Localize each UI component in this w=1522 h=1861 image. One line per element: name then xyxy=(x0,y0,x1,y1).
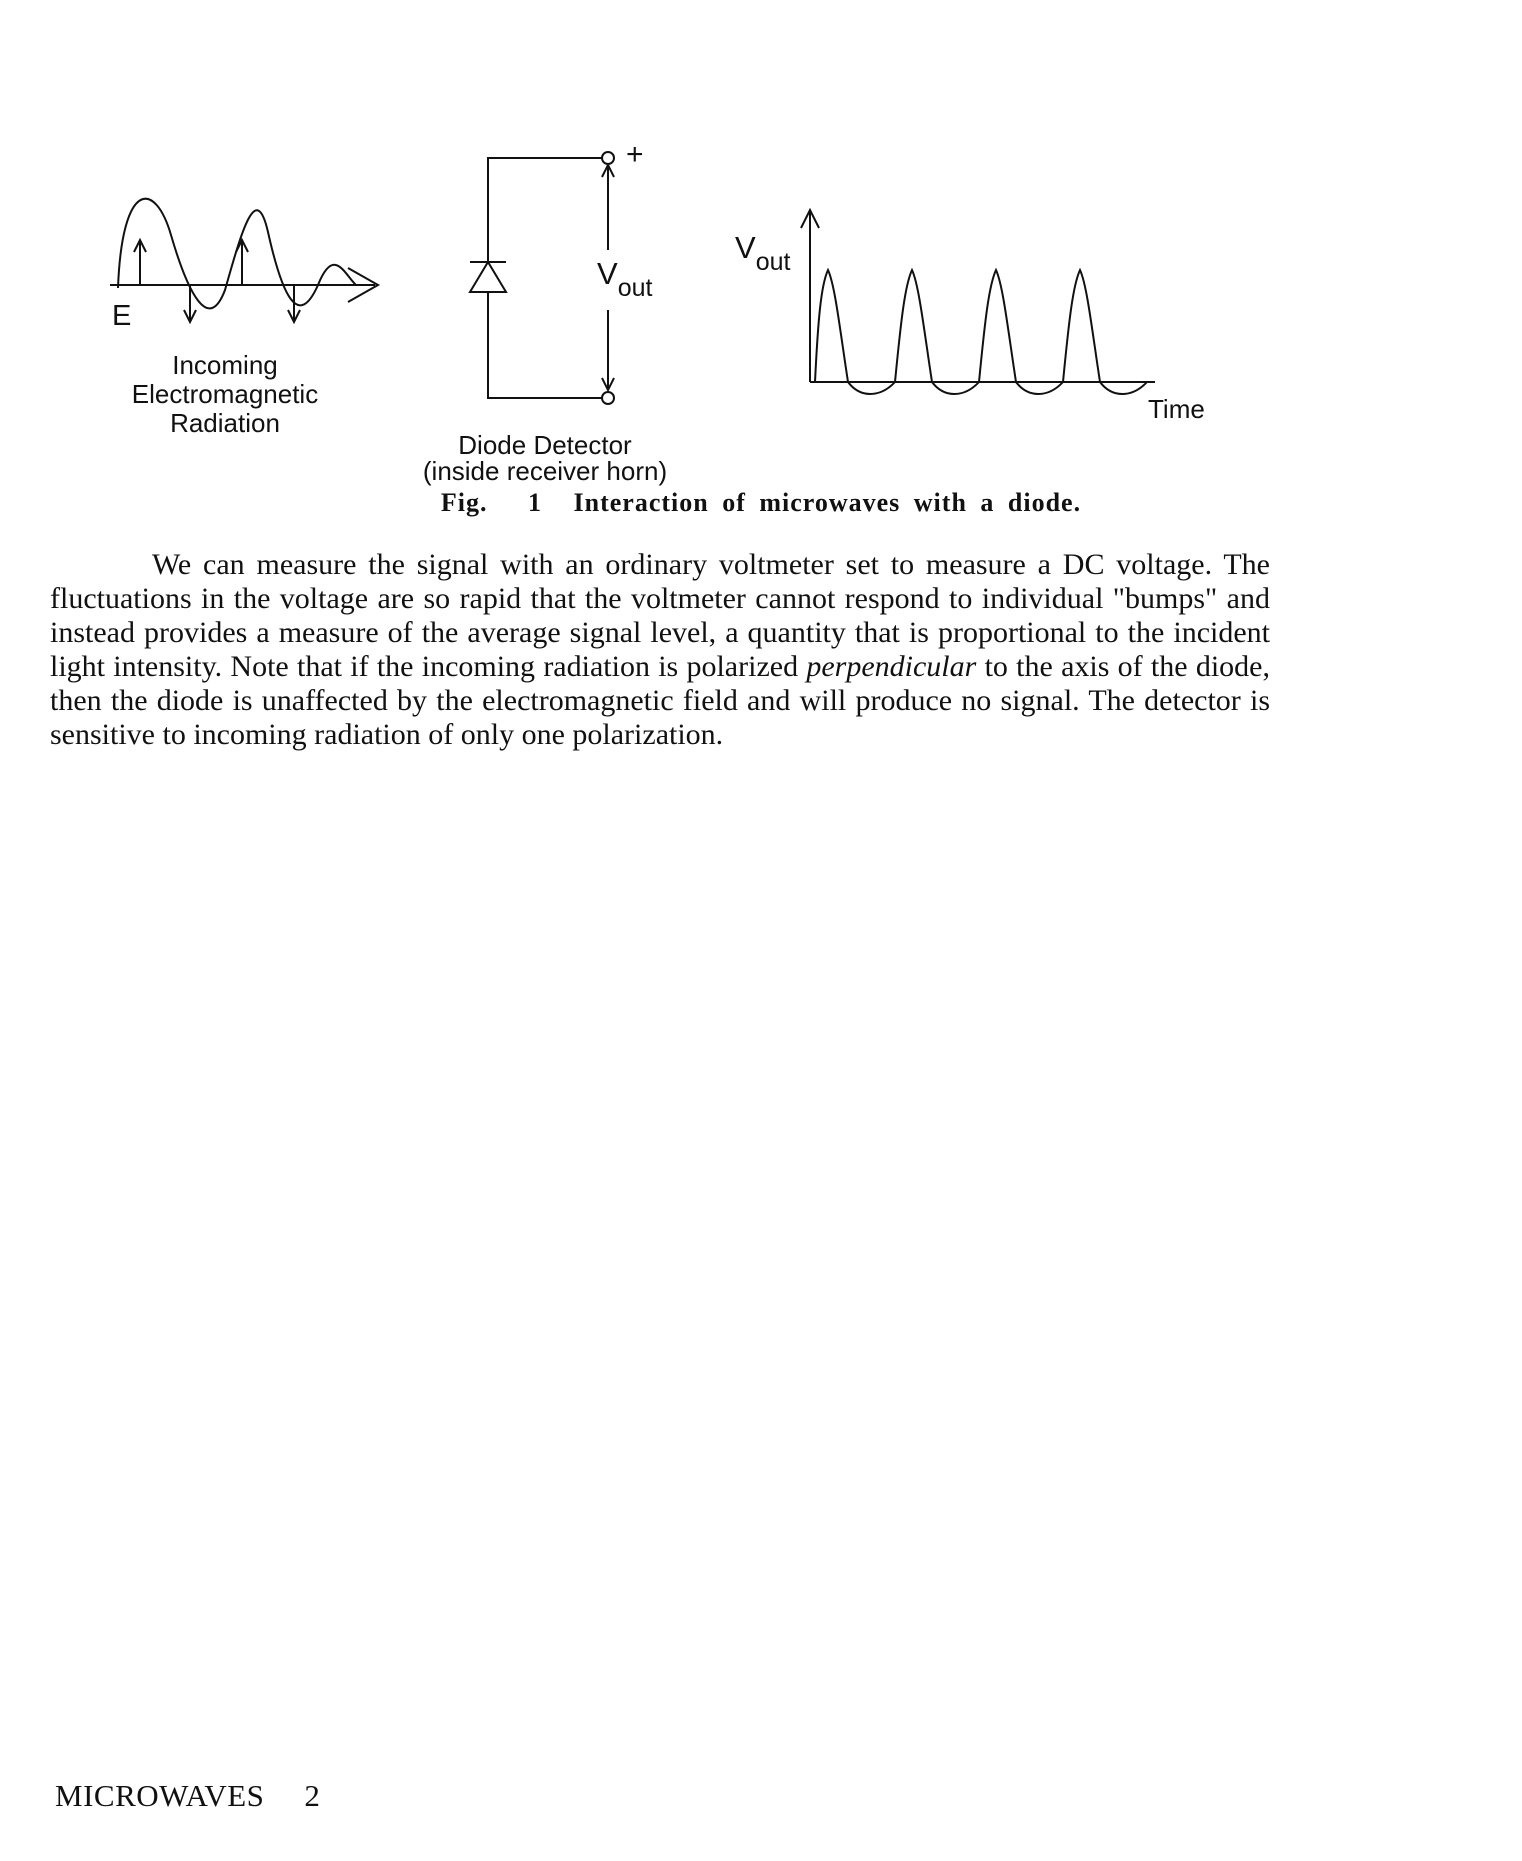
vout-label-main: V xyxy=(597,256,618,291)
wave-caption-line-3: Radiation xyxy=(170,408,280,438)
paragraph-emphasis: perpendicular xyxy=(806,650,977,683)
circuit-caption-line-1: Diode Detector xyxy=(458,430,632,460)
field-label: E xyxy=(112,300,132,332)
wave-caption-line-2: Electromagnetic xyxy=(131,379,319,409)
figure-1 xyxy=(0,0,1522,540)
paragraph-text-before: We can measure the signal with an ordinary voltmeter set to measure a DC voltage. The fluctuations in the voltage are so rapid that the voltmeter cannot respond to individual "bumps" and instead provides a measure of the average signal level, a quantity that is proportional to the incident light intensity. Note that if the incoming radiation is polarized xyxy=(50,548,1270,683)
footer-section: MICROWAVES xyxy=(55,1778,265,1813)
plot-y-label-main: V xyxy=(735,230,756,265)
wave-caption-line-1: Incoming xyxy=(172,350,278,380)
vout-label-subscript: out xyxy=(617,274,653,302)
circuit-caption-line-2: (inside receiver horn) xyxy=(422,456,668,486)
figure-number: Fig. 1 xyxy=(440,488,542,517)
page-footer xyxy=(55,1778,320,1814)
signal-trace xyxy=(815,270,1147,394)
plot-y-label xyxy=(735,230,791,276)
plus-terminal-label: + xyxy=(626,138,644,171)
field-vector-down-1 xyxy=(184,285,196,322)
paragraph-text-after: to the axis of the diode, then the diode is unaffected by the electromagnetic field and will produce no signal. The detector is sensitive to incoming radiation of only one polarization. xyxy=(50,650,1270,751)
figure-caption-text: Interaction of microwaves with a diode. xyxy=(573,488,1082,517)
vout-label xyxy=(597,256,653,302)
field-vector-down-2 xyxy=(288,285,300,322)
field-vector-up-2 xyxy=(236,240,248,285)
diode-symbol xyxy=(470,262,506,292)
body-paragraph xyxy=(50,548,1270,752)
plot-y-label-subscript: out xyxy=(755,248,791,276)
terminal-negative xyxy=(602,392,614,404)
circuit-wire xyxy=(488,158,605,398)
terminal-positive xyxy=(602,152,614,164)
field-vector-up-1 xyxy=(134,240,146,285)
body-text xyxy=(50,548,1270,752)
figure-caption xyxy=(0,488,1522,518)
page-number: 2 xyxy=(304,1778,321,1813)
plot-x-label: Time xyxy=(1148,394,1205,424)
vout-arrow-top xyxy=(602,165,614,250)
vout-arrow-bottom xyxy=(602,310,614,390)
